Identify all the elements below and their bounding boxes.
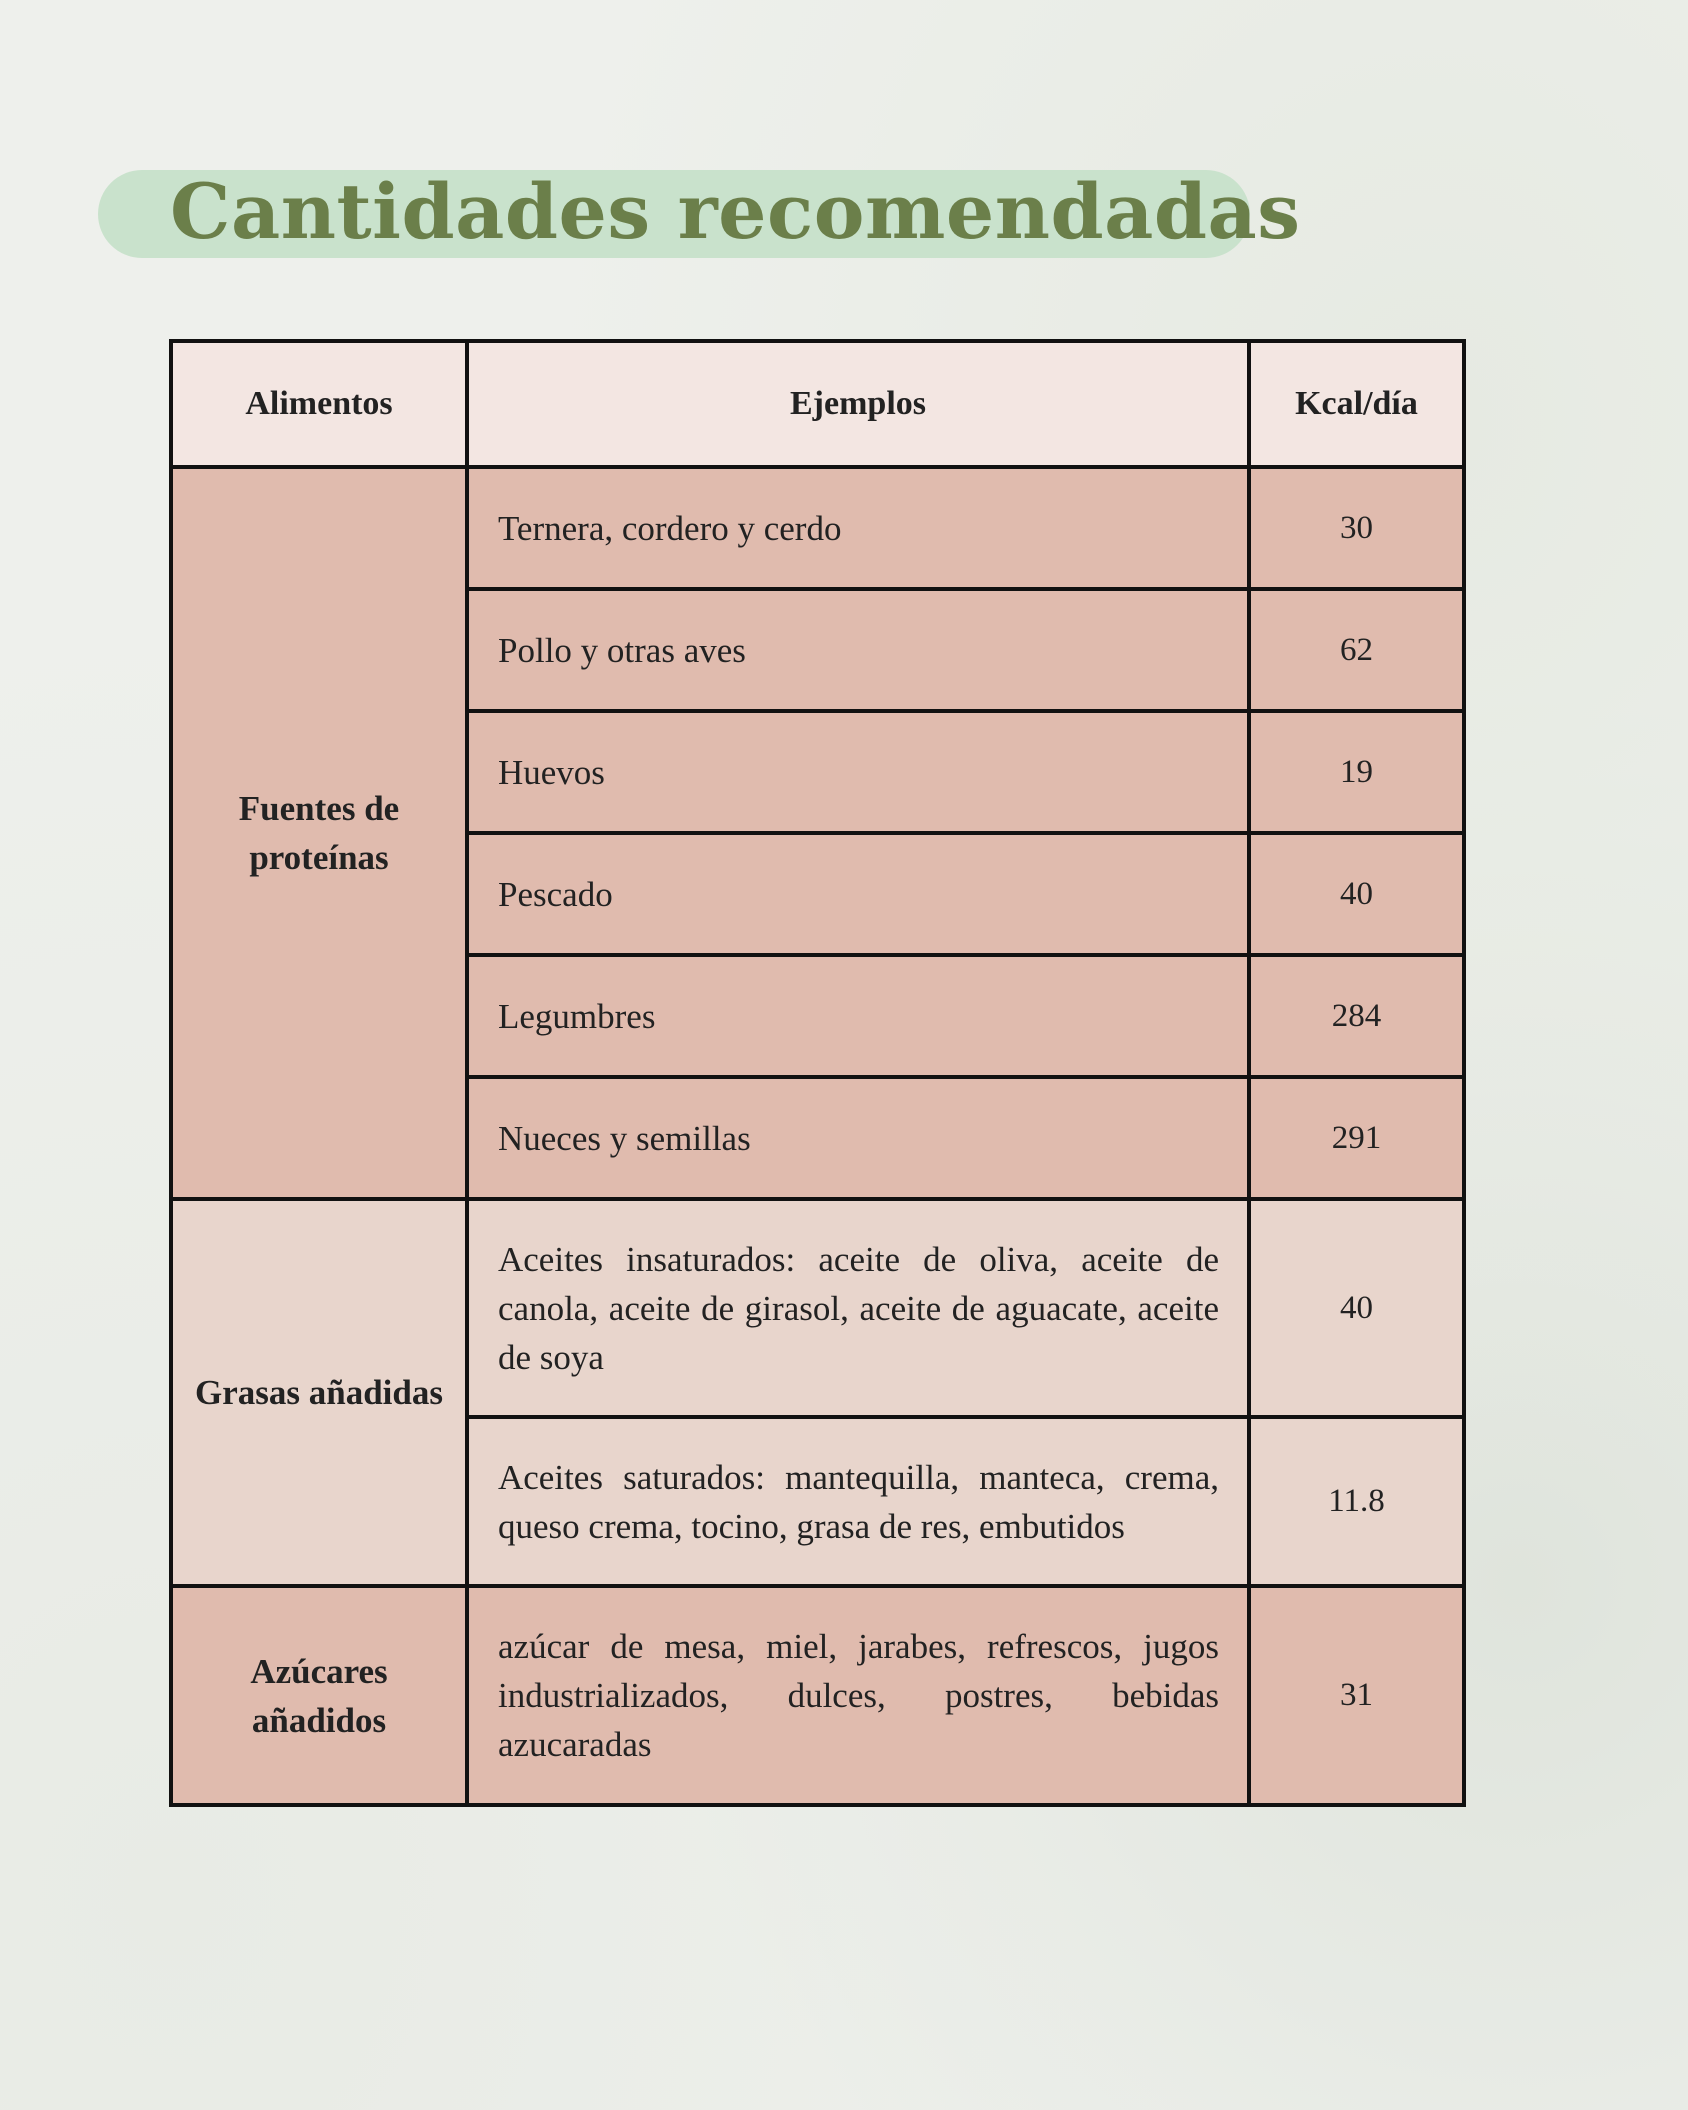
kcal-cell: 19 <box>1249 711 1464 833</box>
header-kcal: Kcal/día <box>1249 341 1464 467</box>
category-proteinas: Fuentes de proteínas <box>171 467 467 1199</box>
table-row <box>171 1199 1464 1417</box>
kcal-cell: 291 <box>1249 1077 1464 1199</box>
category-grasas: Grasas añadidas <box>171 1199 467 1586</box>
table-header-row <box>171 341 1464 467</box>
kcal-cell: 62 <box>1249 589 1464 711</box>
kcal-cell: 11.8 <box>1249 1417 1464 1586</box>
example-cell: Huevos <box>467 711 1249 833</box>
example-cell: Legumbres <box>467 955 1249 1077</box>
table-row <box>171 467 1464 589</box>
kcal-cell: 31 <box>1249 1586 1464 1805</box>
header-alimentos: Alimentos <box>171 341 467 467</box>
example-cell: Aceites insaturados: aceite de oliva, aceite de canola, aceite de girasol, aceite de aguacate, aceite de soya <box>467 1199 1249 1417</box>
example-cell: Pescado <box>467 833 1249 955</box>
example-cell: azúcar de mesa, miel, jarabes, refrescos, jugos industrializados, dulces, postres, bebidas azucaradas <box>467 1586 1249 1805</box>
recommended-amounts-table <box>169 339 1466 1807</box>
kcal-cell: 40 <box>1249 833 1464 955</box>
kcal-cell: 30 <box>1249 467 1464 589</box>
kcal-cell: 40 <box>1249 1199 1464 1417</box>
example-cell: Aceites saturados: mantequilla, manteca, crema, queso crema, tocino, grasa de res, embutidos <box>467 1417 1249 1586</box>
example-cell: Nueces y semillas <box>467 1077 1249 1199</box>
example-cell: Pollo y otras aves <box>467 589 1249 711</box>
kcal-cell: 284 <box>1249 955 1464 1077</box>
category-azucares: Azúcares añadidos <box>171 1586 467 1805</box>
example-cell: Ternera, cordero y cerdo <box>467 467 1249 589</box>
table-row <box>171 1586 1464 1805</box>
header-ejemplos: Ejemplos <box>467 341 1249 467</box>
page-title: Cantidades recomendadas <box>170 167 1301 256</box>
